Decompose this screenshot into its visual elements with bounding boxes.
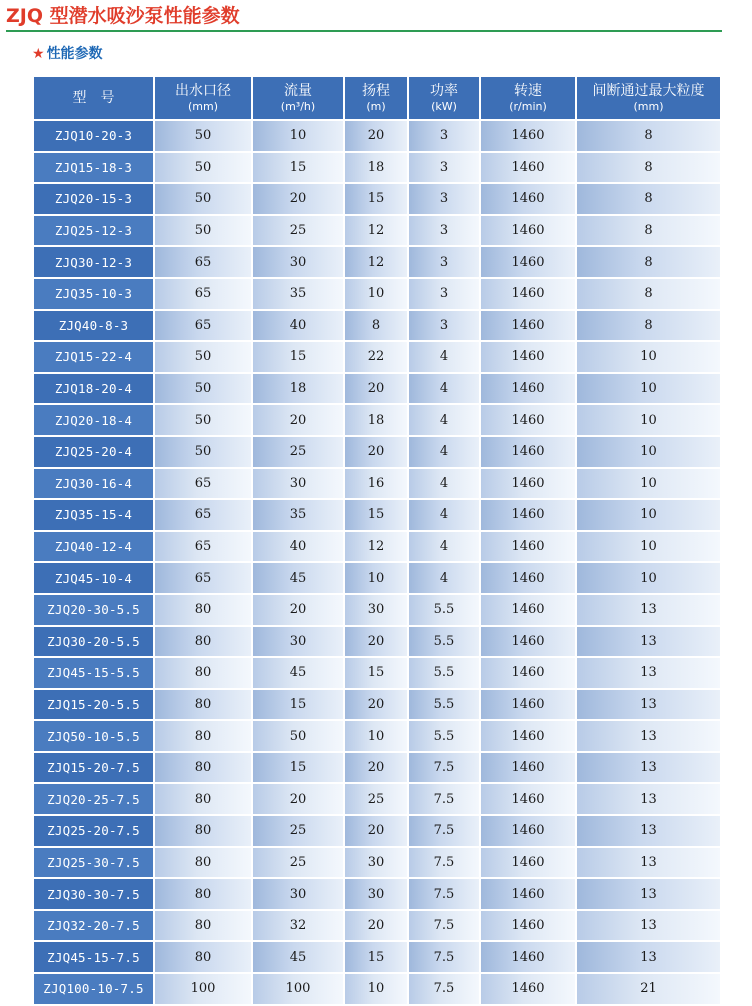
cell-max-particle-size: 21: [577, 974, 720, 1004]
cell-max-particle-size: 10: [577, 500, 720, 530]
table-row: [34, 500, 720, 530]
cell-flow: 30: [253, 627, 343, 657]
performance-table: [32, 75, 722, 1006]
cell-speed: 1460: [481, 721, 575, 751]
table-row: [34, 942, 720, 972]
cell-max-particle-size: 13: [577, 658, 720, 688]
cell-speed: 1460: [481, 942, 575, 972]
cell-head: 20: [345, 690, 407, 720]
cell-flow: 25: [253, 848, 343, 878]
cell-power: 4: [409, 563, 479, 593]
cell-flow: 20: [253, 184, 343, 214]
cell-flow: 15: [253, 753, 343, 783]
header-label: 扬程: [362, 82, 390, 99]
table-row: [34, 437, 720, 467]
cell-flow: 20: [253, 784, 343, 814]
cell-head: 20: [345, 374, 407, 404]
table-row: [34, 469, 720, 499]
cell-speed: 1460: [481, 500, 575, 530]
cell-max-particle-size: 13: [577, 911, 720, 941]
cell-model: ZJQ45-10-4: [34, 563, 153, 593]
table-row: [34, 595, 720, 625]
cell-outlet-diameter: 65: [155, 469, 251, 499]
cell-speed: 1460: [481, 184, 575, 214]
cell-max-particle-size: 10: [577, 532, 720, 562]
cell-speed: 1460: [481, 911, 575, 941]
cell-power: 5.5: [409, 627, 479, 657]
cell-power: 7.5: [409, 974, 479, 1004]
table-row: [34, 279, 720, 309]
cell-power: 7.5: [409, 753, 479, 783]
cell-head: 20: [345, 121, 407, 151]
cell-power: 4: [409, 469, 479, 499]
cell-head: 25: [345, 784, 407, 814]
cell-power: 4: [409, 405, 479, 435]
cell-max-particle-size: 13: [577, 690, 720, 720]
cell-model: ZJQ18-20-4: [34, 374, 153, 404]
cell-power: 3: [409, 311, 479, 341]
cell-outlet-diameter: 50: [155, 216, 251, 246]
cell-power: 5.5: [409, 595, 479, 625]
table-row: [34, 247, 720, 277]
cell-power: 7.5: [409, 942, 479, 972]
cell-power: 3: [409, 153, 479, 183]
cell-power: 7.5: [409, 879, 479, 909]
cell-head: 10: [345, 563, 407, 593]
cell-flow: 50: [253, 721, 343, 751]
cell-head: 20: [345, 911, 407, 941]
table-row: [34, 121, 720, 151]
cell-outlet-diameter: 80: [155, 784, 251, 814]
cell-max-particle-size: 13: [577, 848, 720, 878]
cell-speed: 1460: [481, 848, 575, 878]
table-row: [34, 974, 720, 1004]
cell-power: 7.5: [409, 784, 479, 814]
cell-max-particle-size: 8: [577, 153, 720, 183]
cell-flow: 35: [253, 500, 343, 530]
header-unit: (mm): [633, 99, 664, 113]
cell-model: ZJQ20-30-5.5: [34, 595, 153, 625]
cell-head: 15: [345, 500, 407, 530]
cell-model: ZJQ32-20-7.5: [34, 911, 153, 941]
cell-head: 20: [345, 753, 407, 783]
cell-flow: 30: [253, 879, 343, 909]
cell-max-particle-size: 8: [577, 311, 720, 341]
cell-head: 22: [345, 342, 407, 372]
cell-head: 16: [345, 469, 407, 499]
cell-max-particle-size: 13: [577, 627, 720, 657]
cell-outlet-diameter: 80: [155, 658, 251, 688]
cell-head: 30: [345, 595, 407, 625]
cell-max-particle-size: 8: [577, 184, 720, 214]
cell-power: 5.5: [409, 658, 479, 688]
section-heading-label: 性能参数: [46, 46, 103, 62]
cell-speed: 1460: [481, 342, 575, 372]
table-row: [34, 753, 720, 783]
cell-flow: 10: [253, 121, 343, 151]
cell-speed: 1460: [481, 627, 575, 657]
cell-flow: 45: [253, 563, 343, 593]
cell-model: ZJQ45-15-5.5: [34, 658, 153, 688]
cell-model: ZJQ25-12-3: [34, 216, 153, 246]
table-row: [34, 816, 720, 846]
cell-flow: 15: [253, 342, 343, 372]
section-heading: [32, 44, 103, 64]
cell-flow: 20: [253, 405, 343, 435]
title-divider: [6, 30, 722, 32]
cell-max-particle-size: 8: [577, 247, 720, 277]
table-row: [34, 311, 720, 341]
cell-speed: 1460: [481, 121, 575, 151]
cell-speed: 1460: [481, 216, 575, 246]
header-power: [409, 77, 479, 119]
cell-outlet-diameter: 50: [155, 374, 251, 404]
cell-max-particle-size: 13: [577, 721, 720, 751]
cell-flow: 30: [253, 247, 343, 277]
cell-head: 20: [345, 437, 407, 467]
cell-speed: 1460: [481, 532, 575, 562]
cell-model: ZJQ100-10-7.5: [34, 974, 153, 1004]
header-unit: (m³/h): [280, 99, 316, 113]
cell-model: ZJQ35-15-4: [34, 500, 153, 530]
cell-outlet-diameter: 50: [155, 342, 251, 372]
cell-power: 5.5: [409, 721, 479, 751]
header-max-particle-size: [577, 77, 720, 119]
cell-flow: 45: [253, 942, 343, 972]
table-row: [34, 848, 720, 878]
cell-head: 15: [345, 942, 407, 972]
cell-power: 3: [409, 121, 479, 151]
cell-outlet-diameter: 100: [155, 974, 251, 1004]
table-row: [34, 911, 720, 941]
cell-outlet-diameter: 50: [155, 121, 251, 151]
cell-outlet-diameter: 80: [155, 627, 251, 657]
cell-power: 5.5: [409, 690, 479, 720]
cell-speed: 1460: [481, 311, 575, 341]
cell-head: 15: [345, 184, 407, 214]
cell-outlet-diameter: 80: [155, 753, 251, 783]
cell-model: ZJQ15-22-4: [34, 342, 153, 372]
cell-power: 3: [409, 184, 479, 214]
cell-outlet-diameter: 50: [155, 153, 251, 183]
header-label: 转速: [514, 82, 542, 99]
cell-model: ZJQ30-20-5.5: [34, 627, 153, 657]
cell-flow: 40: [253, 532, 343, 562]
cell-power: 4: [409, 532, 479, 562]
cell-max-particle-size: 10: [577, 437, 720, 467]
cell-speed: 1460: [481, 405, 575, 435]
cell-speed: 1460: [481, 816, 575, 846]
cell-outlet-diameter: 80: [155, 911, 251, 941]
cell-speed: 1460: [481, 437, 575, 467]
cell-speed: 1460: [481, 595, 575, 625]
table-row: [34, 879, 720, 909]
cell-model: ZJQ25-20-7.5: [34, 816, 153, 846]
table-row: [34, 153, 720, 183]
cell-model: ZJQ20-25-7.5: [34, 784, 153, 814]
cell-flow: 32: [253, 911, 343, 941]
cell-head: 18: [345, 405, 407, 435]
table-row: [34, 216, 720, 246]
cell-max-particle-size: 13: [577, 784, 720, 814]
header-outlet-diameter: [155, 77, 251, 119]
cell-outlet-diameter: 80: [155, 879, 251, 909]
header-label: 出水口径: [175, 82, 231, 99]
cell-speed: 1460: [481, 879, 575, 909]
cell-model: ZJQ40-12-4: [34, 532, 153, 562]
cell-power: 4: [409, 374, 479, 404]
cell-max-particle-size: 10: [577, 374, 720, 404]
cell-max-particle-size: 13: [577, 595, 720, 625]
cell-model: ZJQ10-20-3: [34, 121, 153, 151]
header-unit: (r/min): [509, 99, 547, 113]
cell-flow: 100: [253, 974, 343, 1004]
header-unit: (m): [366, 99, 386, 113]
cell-max-particle-size: 10: [577, 405, 720, 435]
cell-power: 7.5: [409, 848, 479, 878]
header-label: 型 号: [72, 89, 115, 106]
cell-model: ZJQ20-15-3: [34, 184, 153, 214]
table-row: [34, 374, 720, 404]
cell-power: 3: [409, 216, 479, 246]
table-row: [34, 342, 720, 372]
cell-outlet-diameter: 80: [155, 816, 251, 846]
cell-power: 4: [409, 500, 479, 530]
cell-power: 4: [409, 342, 479, 372]
table-row: [34, 721, 720, 751]
table-row: [34, 627, 720, 657]
cell-head: 10: [345, 279, 407, 309]
cell-model: ZJQ35-10-3: [34, 279, 153, 309]
cell-outlet-diameter: 80: [155, 848, 251, 878]
cell-flow: 15: [253, 690, 343, 720]
cell-head: 30: [345, 879, 407, 909]
cell-head: 30: [345, 848, 407, 878]
cell-speed: 1460: [481, 974, 575, 1004]
cell-outlet-diameter: 65: [155, 311, 251, 341]
table-row: [34, 784, 720, 814]
cell-outlet-diameter: 50: [155, 437, 251, 467]
cell-outlet-diameter: 65: [155, 247, 251, 277]
cell-flow: 45: [253, 658, 343, 688]
cell-head: 18: [345, 153, 407, 183]
cell-speed: 1460: [481, 247, 575, 277]
cell-model: ZJQ50-10-5.5: [34, 721, 153, 751]
cell-model: ZJQ45-15-7.5: [34, 942, 153, 972]
cell-speed: 1460: [481, 374, 575, 404]
cell-speed: 1460: [481, 279, 575, 309]
cell-model: ZJQ25-30-7.5: [34, 848, 153, 878]
cell-model: ZJQ25-20-4: [34, 437, 153, 467]
cell-outlet-diameter: 65: [155, 279, 251, 309]
cell-power: 4: [409, 437, 479, 467]
cell-outlet-diameter: 65: [155, 532, 251, 562]
table-row: [34, 690, 720, 720]
cell-max-particle-size: 13: [577, 753, 720, 783]
cell-head: 12: [345, 247, 407, 277]
cell-flow: 35: [253, 279, 343, 309]
cell-max-particle-size: 8: [577, 279, 720, 309]
cell-head: 12: [345, 532, 407, 562]
cell-max-particle-size: 10: [577, 563, 720, 593]
cell-outlet-diameter: 50: [155, 405, 251, 435]
cell-flow: 20: [253, 595, 343, 625]
cell-outlet-diameter: 65: [155, 500, 251, 530]
cell-power: 7.5: [409, 911, 479, 941]
cell-head: 20: [345, 816, 407, 846]
cell-flow: 40: [253, 311, 343, 341]
header-label: 间断通过最大粒度: [592, 82, 705, 99]
header-unit: (mm): [187, 99, 218, 113]
cell-head: 10: [345, 721, 407, 751]
header-flow: [253, 77, 343, 119]
header-label: 流量: [284, 82, 312, 99]
cell-max-particle-size: 10: [577, 469, 720, 499]
cell-max-particle-size: 8: [577, 121, 720, 151]
cell-flow: 25: [253, 216, 343, 246]
header-speed: [481, 77, 575, 119]
header-model: [34, 77, 153, 119]
cell-flow: 18: [253, 374, 343, 404]
cell-max-particle-size: 13: [577, 879, 720, 909]
cell-flow: 30: [253, 469, 343, 499]
cell-flow: 15: [253, 153, 343, 183]
cell-head: 20: [345, 627, 407, 657]
cell-head: 12: [345, 216, 407, 246]
table-row: [34, 184, 720, 214]
cell-model: ZJQ30-12-3: [34, 247, 153, 277]
cell-speed: 1460: [481, 784, 575, 814]
header-unit: (kW): [431, 99, 457, 113]
cell-model: ZJQ20-18-4: [34, 405, 153, 435]
cell-max-particle-size: 13: [577, 942, 720, 972]
header-label: 功率: [430, 82, 458, 99]
cell-power: 7.5: [409, 816, 479, 846]
cell-speed: 1460: [481, 153, 575, 183]
table-row: [34, 405, 720, 435]
cell-head: 8: [345, 311, 407, 341]
cell-max-particle-size: 13: [577, 816, 720, 846]
cell-max-particle-size: 10: [577, 342, 720, 372]
cell-power: 3: [409, 247, 479, 277]
cell-model: ZJQ15-18-3: [34, 153, 153, 183]
cell-model: ZJQ15-20-5.5: [34, 690, 153, 720]
cell-model: ZJQ40-8-3: [34, 311, 153, 341]
cell-speed: 1460: [481, 563, 575, 593]
table-header-row: [34, 77, 720, 119]
cell-speed: 1460: [481, 690, 575, 720]
cell-model: ZJQ30-16-4: [34, 469, 153, 499]
cell-flow: 25: [253, 816, 343, 846]
table-row: [34, 563, 720, 593]
cell-speed: 1460: [481, 753, 575, 783]
cell-outlet-diameter: 80: [155, 721, 251, 751]
table-row: [34, 658, 720, 688]
cell-model: ZJQ30-30-7.5: [34, 879, 153, 909]
cell-outlet-diameter: 80: [155, 690, 251, 720]
cell-flow: 25: [253, 437, 343, 467]
page-title: ZJQ 型潜水吸沙泵性能参数: [6, 5, 240, 27]
cell-outlet-diameter: 65: [155, 563, 251, 593]
cell-head: 15: [345, 658, 407, 688]
cell-speed: 1460: [481, 658, 575, 688]
cell-head: 10: [345, 974, 407, 1004]
cell-speed: 1460: [481, 469, 575, 499]
cell-max-particle-size: 8: [577, 216, 720, 246]
cell-power: 3: [409, 279, 479, 309]
cell-outlet-diameter: 80: [155, 942, 251, 972]
cell-model: ZJQ15-20-7.5: [34, 753, 153, 783]
header-head: [345, 77, 407, 119]
cell-outlet-diameter: 80: [155, 595, 251, 625]
cell-outlet-diameter: 50: [155, 184, 251, 214]
star-icon: ★: [32, 46, 45, 62]
table-row: [34, 532, 720, 562]
